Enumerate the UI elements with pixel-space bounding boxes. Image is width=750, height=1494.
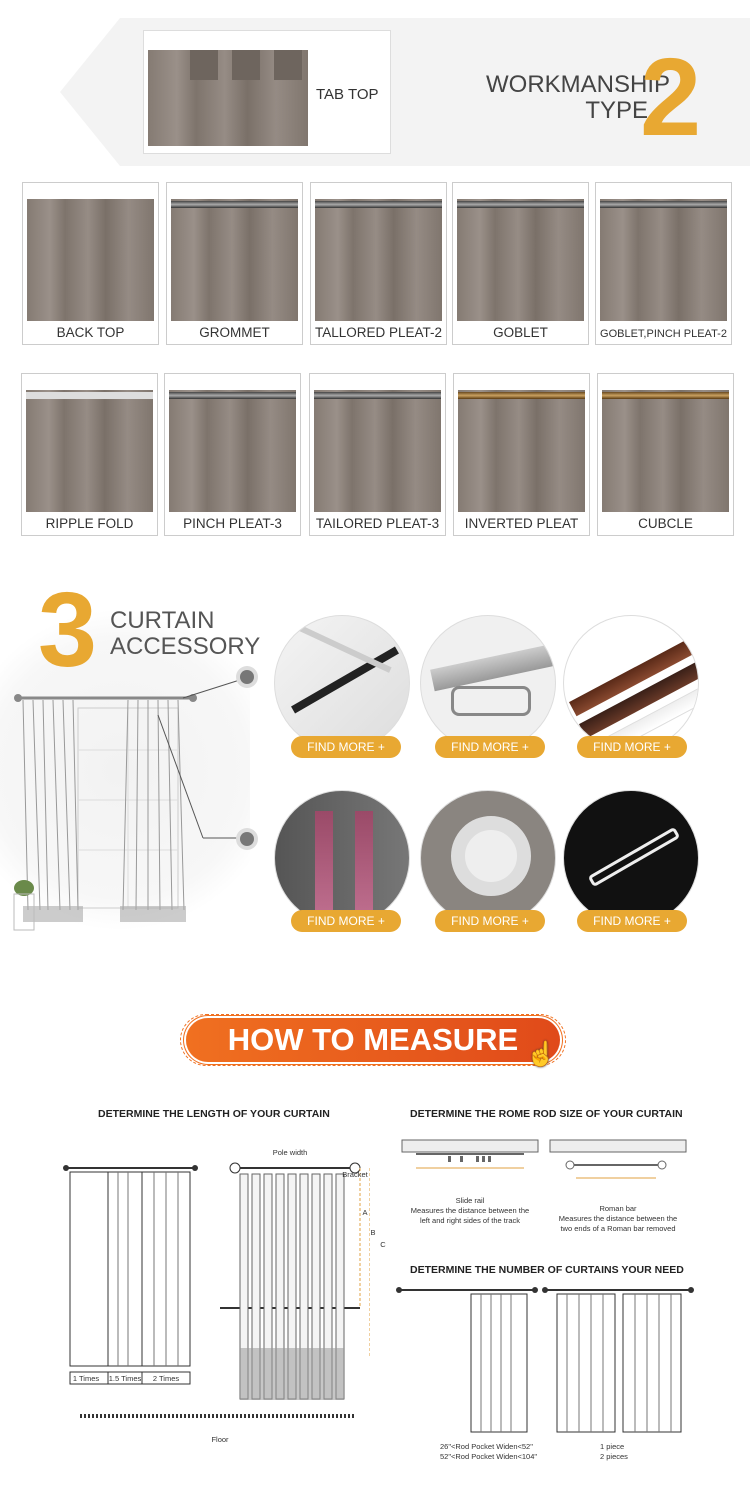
style-label: TAILORED PLEAT-3 (315, 516, 440, 531)
curtain-rod (169, 392, 296, 399)
style-card-tallored-pleat-2[interactable] (310, 182, 447, 345)
roller-image (451, 686, 531, 716)
section-number-3: 3 (38, 571, 97, 689)
times-1-5-label: 1.5 Times (108, 1374, 142, 1383)
curtain-count-diagram (395, 1282, 695, 1442)
style-card-back-top[interactable] (22, 182, 159, 345)
style-label: INVERTED PLEAT (464, 516, 579, 531)
workmanship-title (486, 71, 671, 124)
hook-image (588, 827, 681, 887)
section-number-2: 2 (640, 36, 702, 159)
a-label: A (362, 1208, 368, 1217)
roman-bar-label: Roman bar (599, 1204, 637, 1213)
hotspot-dot[interactable] (240, 670, 254, 684)
slide-rail-desc-2: left and right sides of the track (419, 1216, 521, 1225)
style-image (602, 390, 729, 512)
piece-1-text: 1 piece (600, 1442, 625, 1451)
tab (274, 50, 302, 80)
rod-image (298, 625, 391, 673)
rule-2-text: 52"<Rod Pocket Widen<104" (440, 1452, 538, 1461)
style-card-pinch-pleat-3[interactable] (164, 373, 301, 536)
grommet-image (451, 816, 531, 896)
roman-bar-desc-1: Measures the distance between the (558, 1214, 678, 1223)
accessory-tiebacks[interactable] (274, 790, 410, 926)
pole-width-label: Pole width (272, 1148, 308, 1157)
workmanship-title-line2: TYPE (585, 97, 648, 124)
style-card-goblet-pinch-pleat-2[interactable] (595, 182, 732, 345)
find-more-button[interactable]: FIND MORE + (577, 910, 687, 932)
style-image (27, 199, 154, 321)
tab (232, 50, 260, 80)
curtain-rod (458, 392, 585, 399)
times-2-label: 2 Times (152, 1374, 180, 1383)
hotspot-dot[interactable] (240, 832, 254, 846)
style-image (314, 390, 441, 512)
accessory-wooden-poles[interactable] (563, 615, 699, 751)
rule-1-text: 26"<Rod Pocket Widen<52" (440, 1442, 533, 1451)
style-label: RIPPLE FOLD (45, 516, 134, 531)
pointer-hand-icon: ☝ (526, 1041, 556, 1068)
tab-top-label: TAB TOP (316, 86, 379, 103)
style-image (315, 199, 442, 321)
style-image (458, 390, 585, 512)
style-label: PINCH PLEAT-3 (183, 516, 282, 531)
find-more-button[interactable]: FIND MORE + (291, 910, 401, 932)
curtain-track (26, 392, 153, 399)
curtain-length-diagram (60, 1158, 370, 1448)
style-card-grommet[interactable] (166, 182, 303, 345)
style-label: BACK TOP (56, 325, 125, 340)
find-more-button[interactable]: FIND MORE + (291, 736, 401, 758)
find-more-button[interactable]: FIND MORE + (577, 736, 687, 758)
style-image (457, 199, 584, 321)
roman-bar-desc-2: two ends of a Roman bar removed (560, 1224, 676, 1233)
curtain-rod (602, 392, 729, 399)
curtain-rod (314, 392, 441, 399)
rod-heading: DETERMINE THE ROME ROD SIZE OF YOUR CURTAIN (410, 1108, 683, 1120)
style-image (171, 199, 298, 321)
find-more-button[interactable]: FIND MORE + (435, 736, 545, 758)
floor-label: Floor (211, 1435, 229, 1444)
style-label: GOBLET,PINCH PLEAT-2 (600, 328, 727, 340)
style-label: GROMMET (199, 325, 270, 340)
style-image (26, 390, 153, 512)
accessory-title-line2: ACCESSORY (110, 633, 261, 660)
accessory-title (110, 608, 260, 660)
accessory-track-rollers[interactable] (420, 615, 556, 751)
rod-image (291, 647, 399, 714)
find-more-button[interactable]: FIND MORE + (435, 910, 545, 932)
c-label: C (380, 1240, 386, 1249)
tassel-image (315, 811, 333, 921)
style-label: TALLORED PLEAT-2 (314, 325, 443, 340)
how-to-measure-button[interactable]: HOW TO MEASURE (186, 1018, 560, 1062)
style-card-goblet[interactable] (452, 182, 589, 345)
b-label: B (370, 1228, 376, 1237)
length-heading: DETERMINE THE LENGTH OF YOUR CURTAIN (98, 1108, 330, 1120)
bracket-label: Bracket (342, 1170, 368, 1179)
track-image (430, 643, 556, 692)
slide-rail-label: Slide rail (455, 1196, 485, 1205)
accessory-grommet-ring[interactable] (420, 790, 556, 926)
style-label: CUBCLE (638, 516, 693, 531)
accessory-title-line1: CURTAIN (110, 607, 215, 634)
piece-2-text: 2 pieces (600, 1452, 628, 1461)
curtain-rod (457, 201, 584, 208)
slide-rail-desc-1: Measures the distance between the (410, 1206, 530, 1215)
curtain-rod (315, 201, 442, 208)
tassel-image (355, 811, 373, 921)
workmanship-title-line1: WORKMANSHIP (486, 71, 671, 98)
style-card-ripple-fold[interactable] (21, 373, 158, 536)
style-card-cubcle[interactable] (597, 373, 734, 536)
accessory-rods-finials[interactable] (274, 615, 410, 751)
tab (190, 50, 218, 80)
curtain-rod (600, 201, 727, 208)
style-image (169, 390, 296, 512)
style-card-inverted-pleat[interactable] (453, 373, 590, 536)
style-card-tailored-pleat-3[interactable] (309, 373, 446, 536)
curtain-rod (171, 201, 298, 208)
times-1-label: 1 Times (72, 1374, 100, 1383)
number-heading: DETERMINE THE NUMBER OF CURTAINS YOUR NEED (410, 1264, 684, 1276)
sheer-curtain-illustration (8, 670, 258, 940)
style-label: GOBLET (493, 325, 548, 340)
style-image (600, 199, 727, 321)
accessory-hooks[interactable] (563, 790, 699, 926)
